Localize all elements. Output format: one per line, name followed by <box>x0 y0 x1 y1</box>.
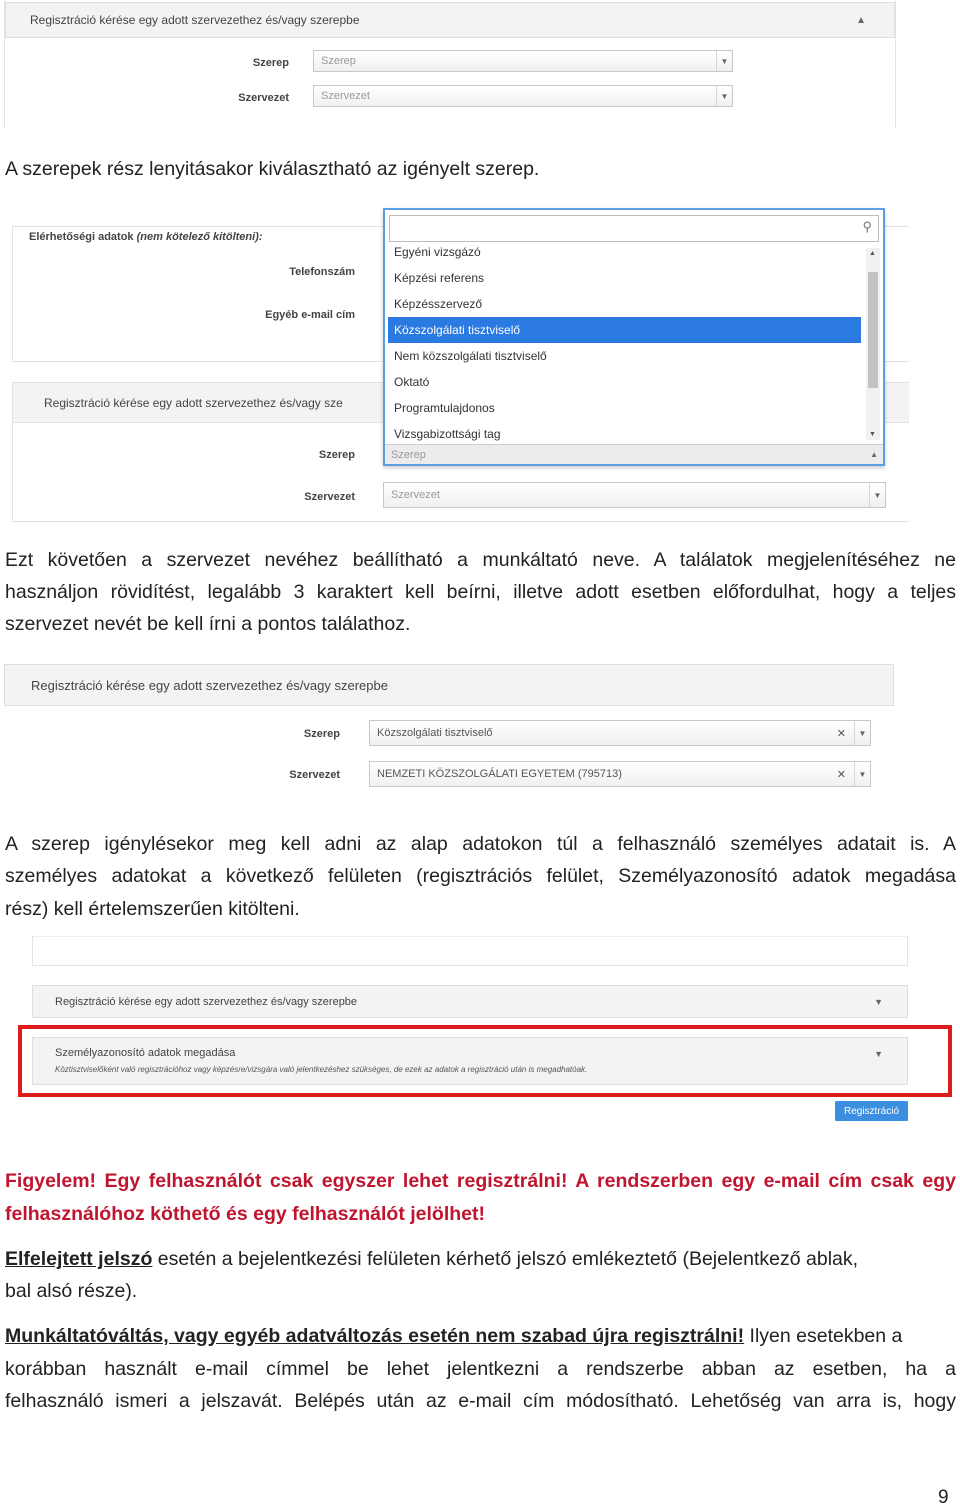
registration-panel-title: Regisztráció kérése egy adott szervezethez és/vagy szerepbe <box>31 677 388 693</box>
screenshot-registration-filled <box>4 662 894 790</box>
role-option[interactable]: Képzési referens <box>394 271 485 285</box>
role-select[interactable] <box>313 50 733 72</box>
contact-panel-title: Elérhetőségi adatok (nem kötelező kitölteni): <box>29 231 263 243</box>
screenshot-personal-data-section <box>14 936 910 1126</box>
warning-line1: Figyelem! Egy felhasználót csak egyszer lehet regisztrálni! A rendszerben egy e-mail cím csak egy <box>5 1170 956 1192</box>
other-email-label: Egyéb e-mail cím <box>265 309 355 321</box>
chevron-up-icon[interactable]: ▲ <box>870 450 878 459</box>
registration-panel-title: Regisztráció kérése egy adott szervezethez és/vagy szerepbe <box>30 13 360 27</box>
role-option[interactable]: Nem közszolgálati tisztviselő <box>394 349 547 363</box>
paragraph-organization-line1: Ezt követően a szervezet nevéhez beállítható a munkáltató neve. A találatok megjelenítéséhez ne <box>5 549 956 571</box>
role-placeholder: Szerep <box>321 55 356 67</box>
paragraph-organization-line3: szervezet nevét be kell írni a pontos találathoz. <box>5 613 411 635</box>
paragraph-personal-line1: A szerep igénylésekor meg kell adni az alap adatokon túl a felhasználó személyes adatait is. A <box>5 833 956 855</box>
role-dropdown[interactable] <box>383 208 885 466</box>
organization-label: Szervezet <box>304 491 355 503</box>
role-select-open[interactable] <box>385 444 883 464</box>
chevron-up-icon[interactable]: ▲ <box>856 14 866 26</box>
scroll-down-icon[interactable]: ▼ <box>869 431 876 438</box>
registration-panel-header[interactable] <box>4 664 894 706</box>
role-option[interactable]: Oktató <box>394 375 430 389</box>
role-options-list <box>388 239 861 447</box>
paragraph-organization-line2: használjon rövidítést, legalább 3 karaktert kell beírni, illetve adott esetben előfordulhat, hogy a teljes <box>5 581 956 603</box>
chevron-down-icon[interactable]: ▼ <box>716 51 732 71</box>
employer-change-line1 <box>5 1320 956 1353</box>
role-option[interactable]: Egyéni vizsgázó <box>394 245 481 259</box>
personal-data-note: Köztisztviselőként való regisztrációhoz vagy képzésre/vizsgára való jelentkezéshez szükséges, de ezek az adatok a regisztráció után is megadhatóak. <box>55 1065 588 1074</box>
forgot-password-term: Elfelejtett jelszó <box>5 1248 153 1270</box>
employer-change-text: Ilyen esetekben a <box>744 1325 903 1347</box>
phone-label: Telefonszám <box>289 266 355 278</box>
role-label: Szerep <box>252 57 289 69</box>
paragraph-personal-line3: rész) kell értelemszerűen kitölteni. <box>5 898 300 920</box>
organization-value: NEMZETI KÖZSZOLGÁLATI EGYETEM (795713) <box>377 768 622 780</box>
previous-panel-edge <box>32 936 908 966</box>
clear-icon[interactable]: ✕ <box>836 768 846 781</box>
chevron-down-icon[interactable]: ▼ <box>854 721 870 745</box>
role-placeholder: Szerep <box>391 448 426 461</box>
organization-placeholder: Szervezet <box>391 489 440 501</box>
scroll-up-icon[interactable]: ▲ <box>869 250 876 257</box>
personal-data-panel[interactable] <box>32 1037 908 1085</box>
chevron-down-icon[interactable]: ▼ <box>874 1049 883 1059</box>
employer-change-line2: korábban használt e-mail címmel be lehet jelentkezni a rendszerbe abban az esetben, ha a <box>5 1358 956 1380</box>
forgot-password-line2: bal alsó része). <box>5 1280 138 1302</box>
registration-panel-header[interactable] <box>5 2 895 38</box>
role-search-input[interactable] <box>389 215 879 242</box>
employer-change-term: Munkáltatóváltás, vagy egyéb adatváltozás esetén nem szabad újra regisztrálni! <box>5 1325 745 1347</box>
organization-label: Szervezet <box>238 92 289 104</box>
chevron-down-icon[interactable]: ▼ <box>854 762 870 786</box>
paragraph-role-dropdown: A szerepek rész lenyitásakor kiválasztható az igényelt szerep. <box>5 158 540 180</box>
paragraph-personal-line2: személyes adatokat a következő felületen (regisztrációs felület, Személyazonosító adatok megadása <box>5 865 956 887</box>
chevron-down-icon[interactable]: ▼ <box>874 996 883 1007</box>
organization-select[interactable] <box>383 482 886 508</box>
organization-select[interactable] <box>369 761 871 787</box>
screenshot-role-dropdown-open <box>12 206 910 520</box>
clear-icon[interactable]: ✕ <box>836 727 846 740</box>
screenshot-registration-empty <box>4 0 896 128</box>
personal-data-title: Személyazonosító adatok megadása <box>55 1047 236 1059</box>
organization-select[interactable] <box>313 85 733 107</box>
role-option[interactable]: Képzésszervező <box>394 297 483 311</box>
role-label: Szerep <box>318 449 355 461</box>
employer-change-line3: felhasználó ismeri a jelszavát. Belépés után az e-mail cím módosítható. Lehetőség van arra is, hogy <box>5 1390 956 1412</box>
role-value: Közszolgálati tisztviselő <box>377 727 493 739</box>
forgot-password-text: esetén a bejelentkezési felületen kérhető jelszó emlékeztető (Bejelentkező ablak, <box>152 1248 859 1270</box>
warning-line2: felhasználóhoz köthető és egy felhasználót jelölhet! <box>5 1203 485 1225</box>
chevron-down-icon[interactable]: ▼ <box>716 86 732 106</box>
role-select[interactable] <box>369 720 871 746</box>
chevron-down-icon[interactable]: ▼ <box>869 483 885 507</box>
registration-panel-title: Regisztráció kérése egy adott szervezethez és/vagy sze <box>44 395 343 410</box>
forgot-password-line1 <box>5 1243 956 1276</box>
register-button[interactable]: Regisztráció <box>835 1101 908 1121</box>
scrollbar-thumb[interactable] <box>868 272 878 388</box>
role-option[interactable]: Vizsgabizottsági tag <box>394 427 501 441</box>
dropdown-scrollbar[interactable] <box>866 248 880 440</box>
role-option[interactable]: Programtulajdonos <box>394 401 495 415</box>
registration-panel-title: Regisztráció kérése egy adott szervezethez és/vagy szerepbe <box>55 995 358 1008</box>
organization-label: Szervezet <box>289 769 340 781</box>
organization-placeholder: Szervezet <box>321 90 370 102</box>
role-option-selected[interactable]: Közszolgálati tisztviselő <box>388 317 861 343</box>
search-icon: ⚲ <box>862 219 872 234</box>
page-number: 9 <box>938 1487 949 1508</box>
registration-panel-header[interactable] <box>32 985 908 1018</box>
role-label: Szerep <box>303 728 340 740</box>
